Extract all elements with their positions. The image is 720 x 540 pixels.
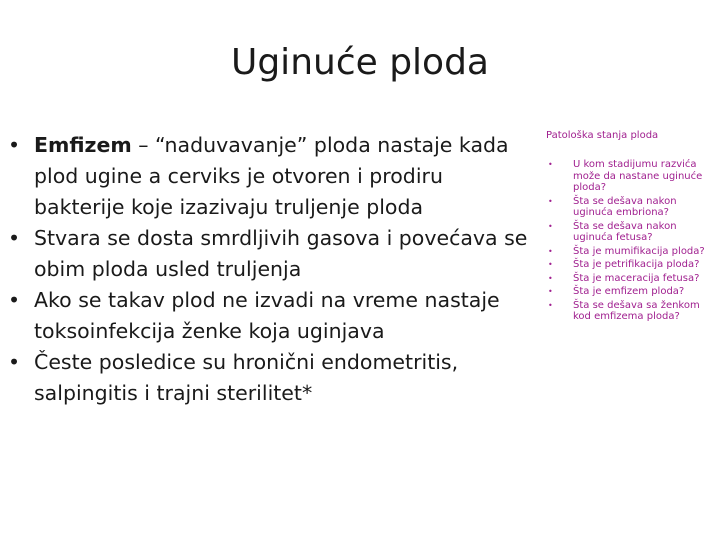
list-item: [546, 196, 716, 219]
bullet-icon: •: [8, 288, 21, 312]
bullet-text: Stvara se dosta smrdljivih gasova i povećava se obim ploda usled truljenja: [34, 226, 528, 281]
bullet-icon: •: [548, 287, 553, 296]
bullet-icon: •: [548, 221, 553, 231]
list-item: [546, 159, 716, 194]
bullet-text: Česte posledice su hronični endometritis, salpingitis i trajni sterilitet*: [34, 350, 459, 405]
main-bullet-list: [6, 130, 536, 409]
list-item: [546, 286, 716, 298]
question-text: Šta je maceracija fetusa?: [573, 272, 700, 284]
bullet-icon: •: [8, 133, 21, 157]
bullet-text: – “naduvavanje” ploda nastaje kada plod ugine a cerviks je otvoren i prodiru bakterije koje izazivaju truljenje ploda: [34, 133, 509, 219]
question-text: Šta se dešava nakon uginuća fetusa?: [573, 220, 677, 243]
bullet-text: Ako se takav plod ne izvadi na vreme nastaje toksoinfekcija ženke koja uginjava: [34, 288, 500, 343]
question-text: U kom stadijumu razvića može da nastane uginuće ploda?: [573, 159, 703, 193]
list-item: [546, 273, 716, 285]
bullet-icon: •: [548, 246, 553, 256]
sidebar-questions: [546, 130, 716, 325]
list-item: [6, 223, 536, 285]
question-text: Šta se dešava sa ženkom kod emfizema ploda?: [573, 299, 700, 322]
list-item: [6, 347, 536, 409]
list-item: [546, 300, 716, 323]
sidebar-title: Patološka stanja ploda: [546, 130, 659, 141]
bullet-icon: •: [548, 160, 553, 169]
bullet-icon: •: [548, 300, 553, 310]
list-item: [546, 221, 716, 244]
list-item: [6, 130, 536, 223]
list-item: [6, 285, 536, 347]
question-text: Šta se dešava nakon uginuća embriona?: [573, 195, 677, 218]
question-text: Šta je mumifikacija ploda?: [573, 245, 705, 257]
list-item: [546, 246, 716, 258]
slide-title: Uginuće ploda: [230, 42, 489, 83]
bullet-icon: •: [548, 196, 553, 206]
bullet-bold: Emfizem: [34, 133, 132, 157]
bullet-icon: •: [8, 226, 21, 250]
bullet-icon: •: [548, 273, 553, 283]
question-list: [546, 159, 716, 323]
question-text: Šta je petrifikacija ploda?: [573, 259, 700, 270]
question-text: Šta je emfizem ploda?: [573, 286, 685, 297]
list-item: [546, 259, 716, 271]
bullet-icon: •: [548, 260, 553, 269]
bullet-icon: •: [8, 350, 21, 374]
